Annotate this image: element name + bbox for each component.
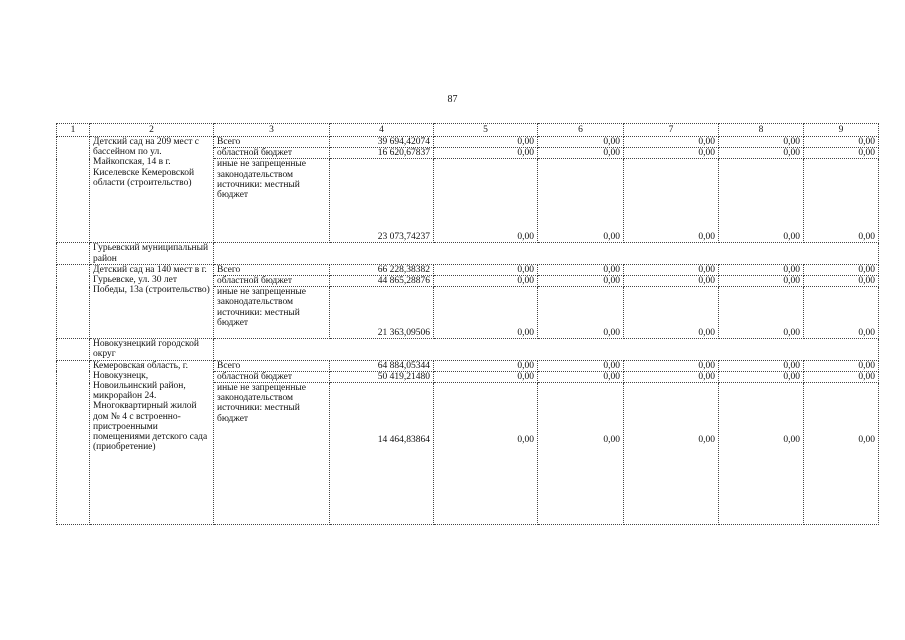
value-cell: 0,00	[804, 159, 879, 243]
col-8: 8	[719, 124, 804, 137]
value-cell: 0,00	[538, 159, 624, 243]
col-9: 9	[804, 124, 879, 137]
col-5: 5	[434, 124, 538, 137]
value-cell: 0,00	[804, 148, 879, 159]
value-cell: 0,00	[719, 371, 804, 382]
district-name: Гурьевский муниципальный район	[90, 243, 214, 264]
header-row	[57, 124, 879, 137]
value-cell: 0,00	[434, 360, 538, 371]
value-cell: 0,00	[719, 148, 804, 159]
table-row	[57, 264, 879, 275]
value-cell: 0,00	[434, 148, 538, 159]
value-cell: 0,00	[719, 383, 804, 525]
value-cell: 0,00	[538, 287, 624, 339]
district-name: Новокузнецкий городской округ	[90, 339, 214, 360]
value-cell: 23 073,74237	[330, 159, 434, 243]
value-cell: 0,00	[624, 276, 719, 287]
value-cell: 0,00	[624, 383, 719, 525]
value-cell: 0,00	[719, 159, 804, 243]
row-num-cell	[57, 243, 90, 264]
value-cell: 0,00	[538, 276, 624, 287]
value-cell: 0,00	[804, 287, 879, 339]
value-cell: 0,00	[624, 264, 719, 275]
value-cell: 16 620,67837	[330, 148, 434, 159]
value-cell: 21 363,09506	[330, 287, 434, 339]
value-cell: 0,00	[538, 264, 624, 275]
row-num-cell	[57, 137, 90, 243]
row-num-cell	[57, 339, 90, 360]
value-cell: 0,00	[624, 287, 719, 339]
source-local: местный бюджет	[217, 179, 300, 201]
row-num-cell	[57, 360, 90, 524]
col-7: 7	[624, 124, 719, 137]
value-cell: 44 865,28876	[330, 276, 434, 287]
col-1: 1	[57, 124, 90, 137]
table-row	[57, 360, 879, 371]
object-name: Детский сад на 140 мест в г. Гурьевске, ул. 30 лет Победы, 13а (строительство)	[90, 264, 214, 338]
value-cell: 0,00	[434, 159, 538, 243]
value-cell: 66 228,38382	[330, 264, 434, 275]
value-cell: 0,00	[434, 383, 538, 525]
value-cell: 0,00	[719, 276, 804, 287]
object-name: Детский сад на 209 мест с бассейном по ул. Майкопская, 14 в г. Киселевске Кемеровской области (строительство)	[90, 137, 214, 243]
table-row	[57, 137, 879, 148]
source-local: местный бюджет	[217, 403, 300, 424]
value-cell: 39 694,42074	[330, 137, 434, 148]
source-total: Всего	[214, 360, 330, 371]
source-other-local	[214, 287, 330, 339]
source-local: местный бюджет	[217, 307, 300, 328]
value-cell: 0,00	[804, 383, 879, 525]
source-regional: областной бюджет	[214, 371, 330, 382]
value-cell: 64 884,05344	[330, 360, 434, 371]
value-cell: 0,00	[538, 383, 624, 525]
row-num-cell	[57, 264, 90, 338]
source-total: Всего	[214, 137, 330, 148]
source-total: Всего	[214, 264, 330, 275]
col-3: 3	[214, 124, 330, 137]
value-cell: 0,00	[804, 371, 879, 382]
value-cell: 0,00	[624, 148, 719, 159]
source-other: иные не запрещенные законодательством источники:	[217, 287, 307, 318]
district-row	[57, 243, 879, 264]
value-cell: 50 419,21480	[330, 371, 434, 382]
value-cell: 0,00	[719, 264, 804, 275]
empty-cell	[214, 243, 879, 264]
page-number: 87	[447, 94, 458, 105]
value-cell: 0,00	[719, 287, 804, 339]
value-cell: 0,00	[804, 276, 879, 287]
empty-cell	[214, 339, 879, 360]
value-cell: 0,00	[434, 287, 538, 339]
district-row	[57, 339, 879, 360]
source-other: иные не запрещенные законодательством источники:	[217, 159, 307, 190]
budget-table	[56, 123, 879, 525]
value-cell: 0,00	[538, 360, 624, 371]
source-regional: областной бюджет	[214, 148, 330, 159]
source-other-local	[214, 159, 330, 243]
value-cell: 0,00	[538, 137, 624, 148]
value-cell: 0,00	[624, 159, 719, 243]
value-cell: 0,00	[804, 264, 879, 275]
value-cell: 0,00	[434, 371, 538, 382]
source-other-local	[214, 383, 330, 525]
value-cell: 0,00	[804, 137, 879, 148]
object-name: Кемеровская область, г. Новокузнецк, Новоильинский район, микрорайон 24. Многоквартирный жилой дом № 4 с встроенно-пристроенными помещениями детского сада (приобретение)	[90, 360, 214, 524]
value-cell: 0,00	[804, 360, 879, 371]
col-6: 6	[538, 124, 624, 137]
value-cell: 0,00	[624, 360, 719, 371]
source-other: иные не запрещенные законодательством источники:	[217, 383, 307, 414]
value-cell: 0,00	[434, 264, 538, 275]
value-cell: 0,00	[624, 137, 719, 148]
value-cell: 0,00	[434, 276, 538, 287]
value-cell: 14 464,83864	[330, 383, 434, 525]
value-cell: 0,00	[538, 148, 624, 159]
value-cell: 0,00	[719, 137, 804, 148]
source-regional: областной бюджет	[214, 276, 330, 287]
value-cell: 0,00	[719, 360, 804, 371]
value-cell: 0,00	[434, 137, 538, 148]
col-2: 2	[90, 124, 214, 137]
value-cell: 0,00	[624, 371, 719, 382]
col-4: 4	[330, 124, 434, 137]
value-cell: 0,00	[538, 371, 624, 382]
